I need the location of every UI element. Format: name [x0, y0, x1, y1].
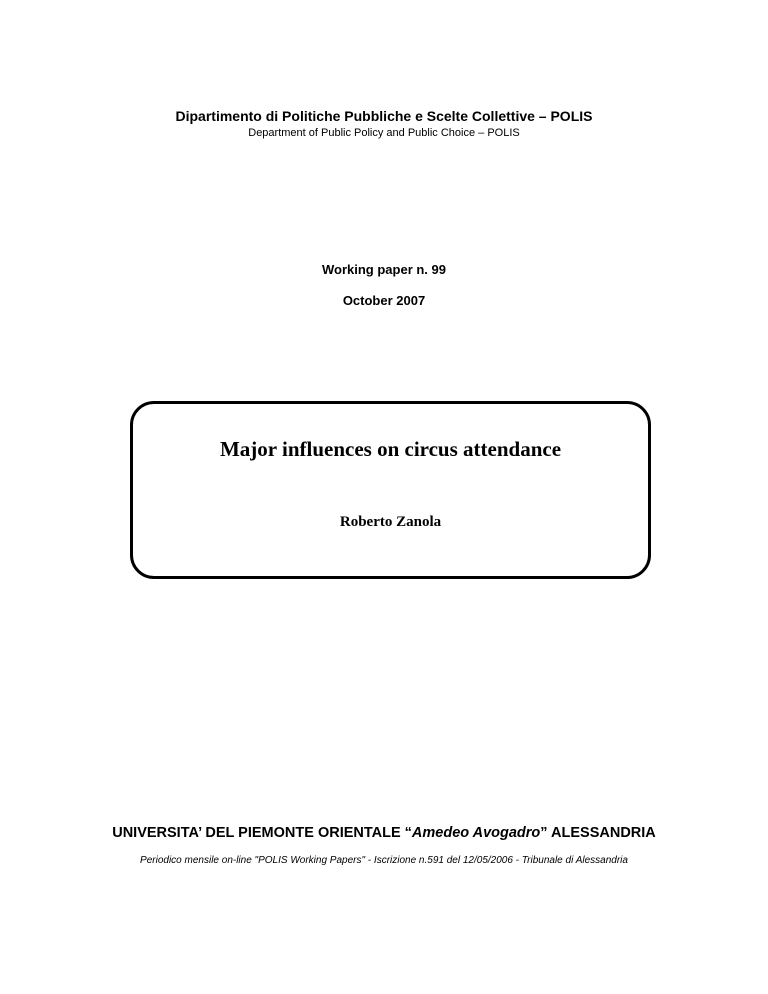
department-english-name: Department of Public Policy and Public Choice – POLIS: [248, 127, 520, 139]
registration-note: Periodico mensile on-line "POLIS Working Papers" - Iscrizione n.591 del 12/05/2006 - Tribunale di Alessandria: [140, 855, 628, 866]
working-paper-number: Working paper n. 99: [321, 262, 446, 277]
paper-author: Roberto Zanola: [339, 514, 442, 530]
working-paper-date: October 2007: [342, 293, 426, 308]
university-suffix: ” ALESSANDRIA: [540, 825, 656, 841]
university-line: [0, 825, 768, 841]
title-box: [130, 401, 651, 579]
paper-title: Major influences on circus attendance: [219, 437, 562, 461]
department-italian-name: Dipartimento di Politiche Pubbliche e Scelte Collettive – POLIS: [175, 108, 593, 124]
university-name: Amedeo Avogadro: [411, 825, 541, 841]
university-prefix: UNIVERSITA’ DEL PIEMONTE ORIENTALE “: [112, 825, 412, 841]
